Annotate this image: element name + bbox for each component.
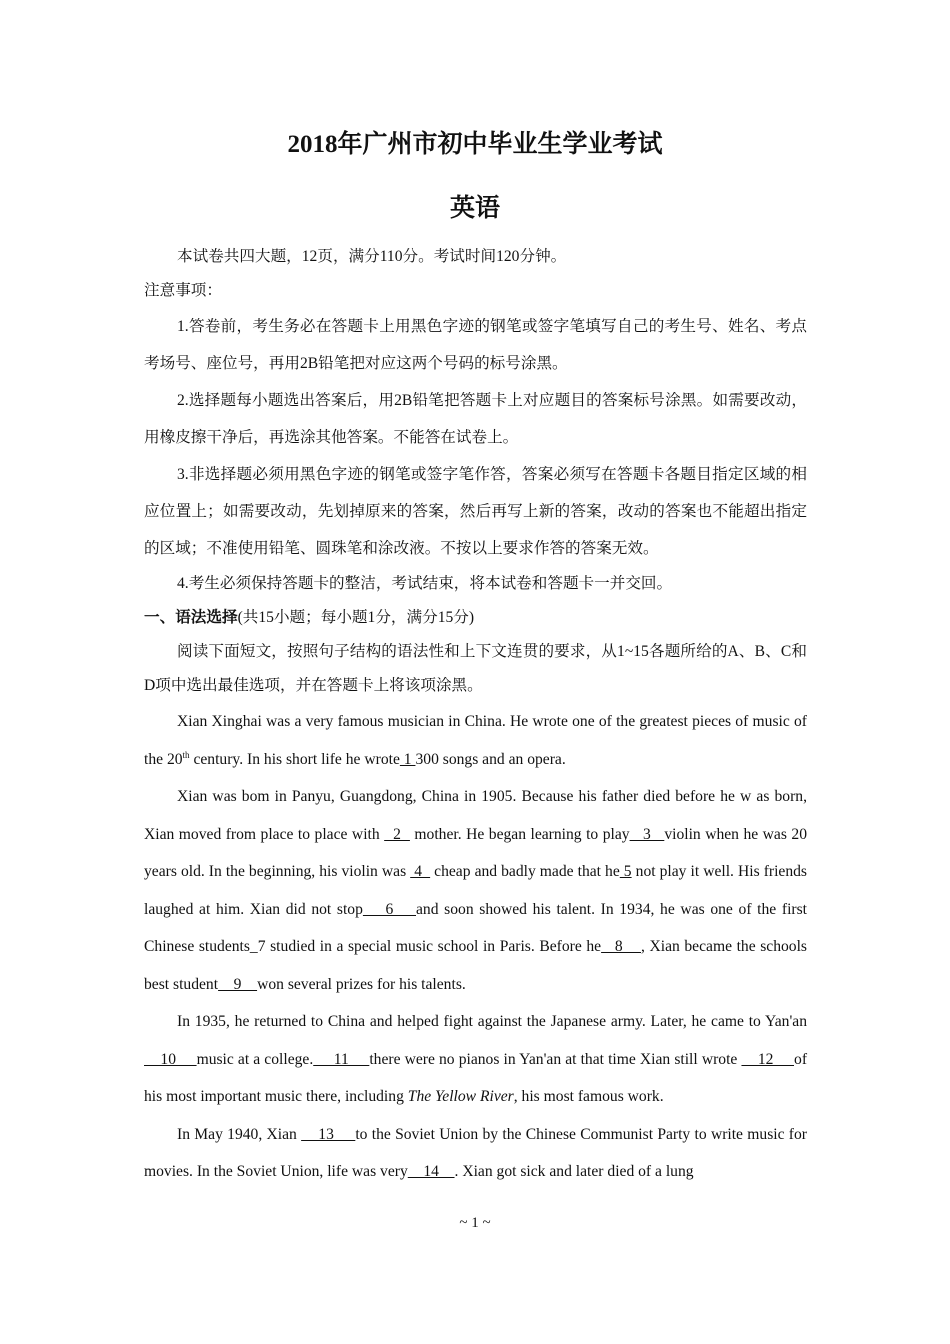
notes-heading: 注意事项： [144, 282, 222, 299]
passage-text: In 1935, he returned to China and helped fight against the Japanese army. Later, he came to Yan'an [177, 1013, 807, 1030]
passage-text: 300 songs and an opera. [415, 750, 566, 768]
section-heading [144, 601, 807, 635]
blank-8: 8 [601, 938, 641, 955]
passage-text: to the Soviet Union by the Chinese Communist Party to write music for movies. In the Soviet Union, life was very [144, 1125, 807, 1180]
passage-text: violin when he was 20 years old. In the beginning, his violin was [144, 825, 808, 880]
exam-intro: 本试卷共四大题，12页，满分110分。考试时间120分钟。 [177, 248, 567, 265]
blank-11: 11 [313, 1050, 370, 1068]
blank-10: 10 [144, 1050, 197, 1068]
blank-4: 4 [410, 863, 431, 880]
song-title: The Yellow River [407, 1088, 514, 1105]
passage-paragraph-2 [144, 778, 807, 1003]
passage-text: . Xian got sick and later died of a lung [454, 1163, 694, 1180]
blank-6: 6 [362, 900, 416, 918]
passage-text: Xian was bom in Panyu, Guangdong, China in 1905. Because his father died before he w as born, Xian moved from place to place with [144, 788, 807, 843]
blank-14: 14 [407, 1163, 455, 1180]
blank-12: 12 [741, 1050, 795, 1068]
passage-text: Xian Xinghai was a very famous musician in China. He wrote one of the greatest pieces of music of the 20 [144, 713, 807, 768]
note-item: 4.考生必须保持答题卡的整洁，考试结束，将本试卷和答题卡一并交回。 [177, 575, 673, 592]
passage-text: , Xian became the schools best student [144, 938, 807, 993]
passage-text: music at a college. [196, 1050, 314, 1068]
section-detail: (共15小题；每小题1分，满分15分) [237, 609, 475, 626]
passage-text: of his most important music there, including [144, 1050, 808, 1105]
passage-text: won several prizes for his talents. [257, 975, 466, 993]
note-item: 2.选择题每小题选出答案后，用2B铅笔把答题卡上对应题目的答案标号涂黑。如需要改动，用橡皮擦干净后，再选涂其他答案。不能答在试卷上。 [144, 392, 807, 446]
passage-paragraph-4 [144, 1116, 807, 1191]
passage-text: and soon showed his talent. In 1934, he was one of the first Chinese students_7 studied in a special music school in Paris. Before he [144, 900, 808, 955]
note-item: 1.答卷前，考生务必在答题卡上用黑色字迹的钢笔或签字笔填写自己的考生号、姓名、考点考场号、座位号，再用2B铅笔把对应这两个号码的标号涂黑。 [144, 318, 807, 372]
blank-2: 2 [384, 825, 410, 843]
passage-text: , his most famous work. [513, 1088, 664, 1105]
passage-paragraph-1 [144, 703, 807, 778]
passage-text: cheap and badly made that he [430, 863, 620, 880]
passage-paragraph-3 [144, 1003, 807, 1116]
passage-text: century. In his short life he wrote [189, 750, 400, 768]
page-number: ~ 1 ~ [459, 1215, 491, 1231]
blank-1: 1 [399, 750, 416, 768]
passage-text: mother. He began learning to play [409, 825, 630, 843]
passage-text: not play it well. His friends laughed at him. Xian did not stop [144, 863, 807, 918]
blank-5: 5 [619, 863, 632, 880]
page-content [144, 240, 807, 1191]
superscript: th [182, 749, 190, 760]
subject-title: 英语 [449, 195, 500, 222]
blank-13: 13 [301, 1125, 356, 1143]
passage-text: there were no pianos in Yan'an at that time Xian still wrote [369, 1050, 742, 1068]
blank-3: 3 [629, 825, 665, 843]
note-item: 3.非选择题必须用黑色字迹的钢笔或签字笔作答，答案必须写在答题卡各题目指定区域的相应位置上；如需要改动，先划掉原来的答案，然后再写上新的答案，改动的答案也不能超出指定的区域；不准使用铅笔、圆珠笔和涂改液。不按以上要求作答的答案无效。 [144, 466, 807, 557]
exam-title: 2018年广州市初中毕业生学业考试 [287, 131, 663, 158]
section-title: 一、语法选择 [144, 609, 238, 626]
blank-9: 9 [218, 975, 258, 993]
section-instruction: 阅读下面短文，按照句子结构的语法性和上下文连贯的要求，从1~15各题所给的A、B、C和D项中选出最佳选项，并在答题卡上将该项涂黑。 [144, 643, 808, 694]
passage-text: In May 1940, Xian [177, 1125, 302, 1143]
